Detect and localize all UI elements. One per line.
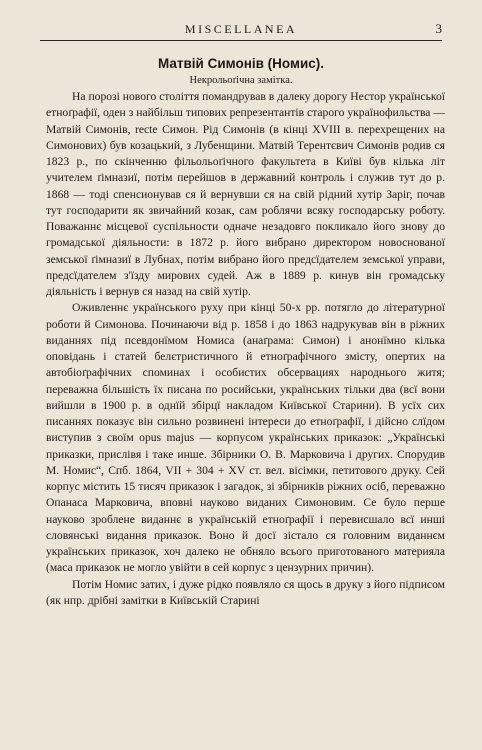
page-number: 3	[435, 21, 442, 36]
paragraph: Потім Номис затих, і дуже рідко появляло ся щось в друку з його підписом (як нпр. дрібні замітки в Київській Старині	[46, 577, 445, 607]
paragraph: На порозі нового століття помандрував в далеку дорогу Нестор української етноґрафії, оден з найбільш типових репрезентантів старого українофильства — Матвій Симонів, recte Симон. Рід Симонів (в кінці XVIII в. перехрещених на Симонових) був козацький, з Лубенщини. Матвій Терентєвич Симонів родив ся 1823 р., по скінченню фільольоґічного факультета в Київі був кілька літ учителем ґімназиї, потім перейшов в державний контроль і служив тут до р. 1868 — тоді спенсионував ся й вернувши ся на свій рідний хутір Заріг, почав тут господарити як звичайний козак, сам роблячи всяку господарську роботу. Поважаннє місцевої суспільности одначе незадовго покликало його знову до громадської діяльности: в 1872 р. його вибрано директором новоснованої земської ґімназиї в Лубнах, потім вибрано його предсїдателем земської управи, предсїдателем з'їзду мирових судей. Аж в 1889 р. кинув він громадську діяльність і вернув ся назад на свій хутір.	[46, 90, 445, 298]
header-rule	[40, 40, 442, 41]
article-subtitle: Некрольоґічна замітка.	[189, 75, 293, 86]
article-body	[46, 89, 445, 609]
running-head	[40, 22, 442, 40]
running-head-title: MISCELLANEA	[184, 22, 298, 36]
article-title: Матвій Симонів (Номис).	[157, 56, 325, 71]
paragraph: Оживленнє українського руху при кінці 50-х рр. потягло до літературної роботи й Симонова. Починаючи від р. 1858 і до 1863 надрукував він в ріжних виданнях під псевдонїмом Номиса (анаґрама: Симон) і анонїмно кілька оповідань і статей белєтристичного й етноґрафічного змісту, опертих на автобіоґрафічних споминах і особистих обсервациях народнього житя; переважна більшість їх писана по росийськи, українських тільки два (всї вони вийшли в 1900 р. в однїй збірцї накладом Київської Старини). В усїх сих писаннях показує він сильно розвинені інтереси до етноґрафії, і дійсно слїдом виступив з своїм opus majus — корпусом українських приказок: „Українські приказки, прислівя і таке инше. Збірники О. В. Марковича і других. Спорудив М. Номис“, Спб. 1864, VII + 304 + XV ст. вел. вісімки, петитового друку. Сей корпус містить 15 тисяч приказок і загадок, зі збірників ріжних осіб, переважно Опанаса Марковича, вповні науково виданих Симоновим. Се було перше науково зроблене виданнє в українській етноґрафії і перевисшало всї инші словянські видання приказок. Воно й досї зістало ся головним виданнєм українських приказок, хоч далеко не обняло всього приготованого материяла (маса приказок не могло увійти в сей корпус з цензурних причин).	[46, 301, 445, 575]
